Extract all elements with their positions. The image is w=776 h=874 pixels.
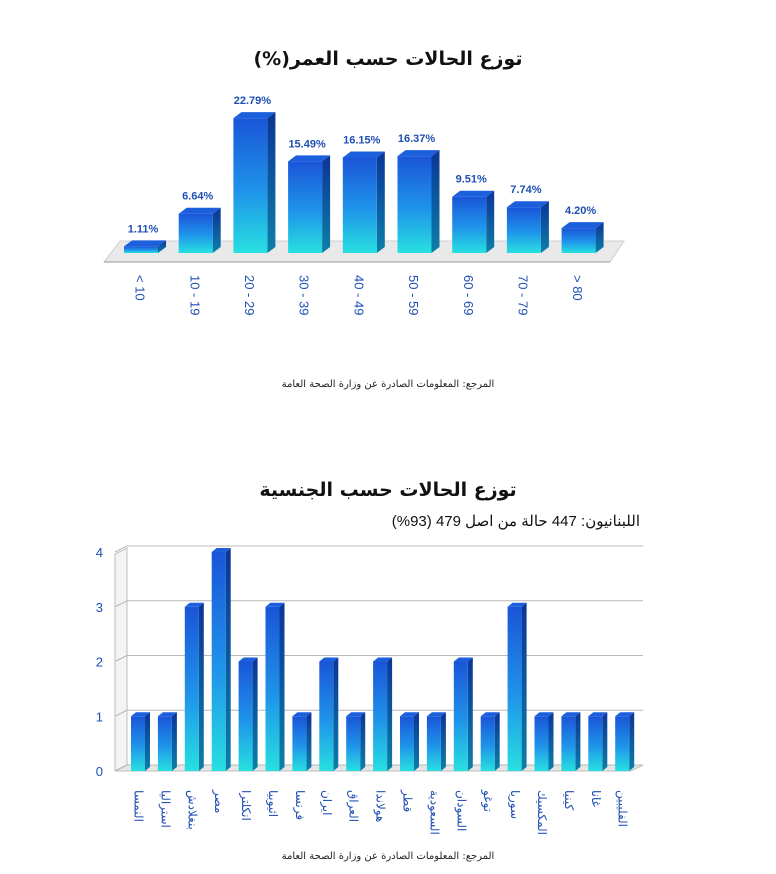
x-tick-8: > 80 [570, 275, 586, 301]
y-tick-4: 4 [95, 545, 103, 560]
bar-3 [212, 548, 231, 771]
x-tick-4: انكلترا [239, 790, 254, 821]
x-tick-3: مصر [212, 790, 227, 814]
data-label-8: 4.20% [564, 205, 597, 218]
nationality-chart-title: توزع الحالات حسب الجنسية [259, 479, 517, 501]
bar-1 [158, 712, 177, 771]
x-tick-7: 70 - 79 [515, 275, 531, 316]
data-label-0: 1.11% [127, 223, 159, 236]
x-tick-13: توغو [481, 790, 496, 813]
x-tick-2: 20 - 29 [241, 275, 257, 316]
bar-2 [185, 603, 204, 771]
side-wall [115, 548, 127, 771]
data-label-5: 16.37% [397, 133, 436, 146]
bar-12 [454, 658, 473, 772]
x-tick-10: قطر [400, 790, 415, 813]
bar-0 [131, 712, 150, 771]
data-label-3: 15.49% [288, 138, 326, 151]
x-tick-16: كينيا [561, 790, 576, 811]
bar-16 [561, 712, 580, 771]
bar-9 [373, 658, 392, 772]
x-tick-8: العراق [346, 790, 361, 823]
x-tick-1: 10 - 19 [187, 275, 203, 316]
x-tick-4: 40 - 49 [351, 275, 367, 316]
y-tick-2: 2 [95, 654, 103, 670]
x-tick-18: الفليبين [615, 790, 630, 828]
bar-4 [239, 658, 258, 772]
x-tick-5: اثيوبيا [266, 790, 280, 818]
data-label-7: 7.74% [510, 184, 542, 197]
x-tick-11: السعودية [427, 790, 442, 835]
bar-13 [481, 712, 500, 771]
bar-7 [319, 658, 338, 772]
y-tick-1: 1 [95, 709, 103, 725]
x-tick-0: النمسا [131, 790, 146, 822]
x-tick-12: السودان [454, 790, 469, 832]
data-label-1: 6.64% [182, 190, 214, 203]
data-label-2: 22.79% [233, 95, 272, 108]
x-tick-2: بنغلادش [185, 790, 200, 830]
bar-11 [427, 712, 446, 771]
x-tick-15: المكسيك [535, 790, 549, 835]
bar-14 [508, 603, 527, 771]
x-tick-17: غانا [588, 790, 603, 807]
bar-15 [535, 712, 554, 771]
age-chart-title: توزع الحالات حسب العمر(%) [253, 48, 523, 70]
x-tick-0: < 10 [132, 275, 148, 301]
bar-17 [588, 712, 607, 771]
x-tick-3: 30 - 39 [296, 275, 312, 316]
bar-18 [615, 712, 634, 771]
x-tick-1: استراليا [158, 790, 173, 828]
age-chart-source: المرجع: المعلومات الصادرة عن وزارة الصحة العامة [281, 379, 495, 390]
x-tick-5: 50 - 59 [406, 275, 422, 316]
bar-5 [266, 603, 285, 771]
data-label-4: 16.15% [343, 134, 381, 147]
y-tick-3: 3 [95, 599, 103, 615]
data-label-6: 9.51% [455, 173, 487, 186]
y-tick-0: 0 [95, 764, 103, 779]
bar-10 [400, 712, 419, 771]
nationality-chart-source: المرجع: المعلومات الصادرة عن وزارة الصحة العامة [281, 851, 495, 862]
x-tick-9: هولاندا [373, 790, 388, 823]
x-tick-7: ايران [319, 790, 334, 816]
bar-6 [292, 712, 311, 771]
x-tick-6: فرنسا [292, 790, 307, 821]
bar-8 [346, 712, 365, 771]
x-tick-14: سوريا [508, 790, 523, 820]
x-tick-6: 60 - 69 [460, 275, 476, 316]
nationality-chart-subtitle: اللبنانيون: 447 حالة من اصل 479 (93%) [391, 513, 640, 530]
